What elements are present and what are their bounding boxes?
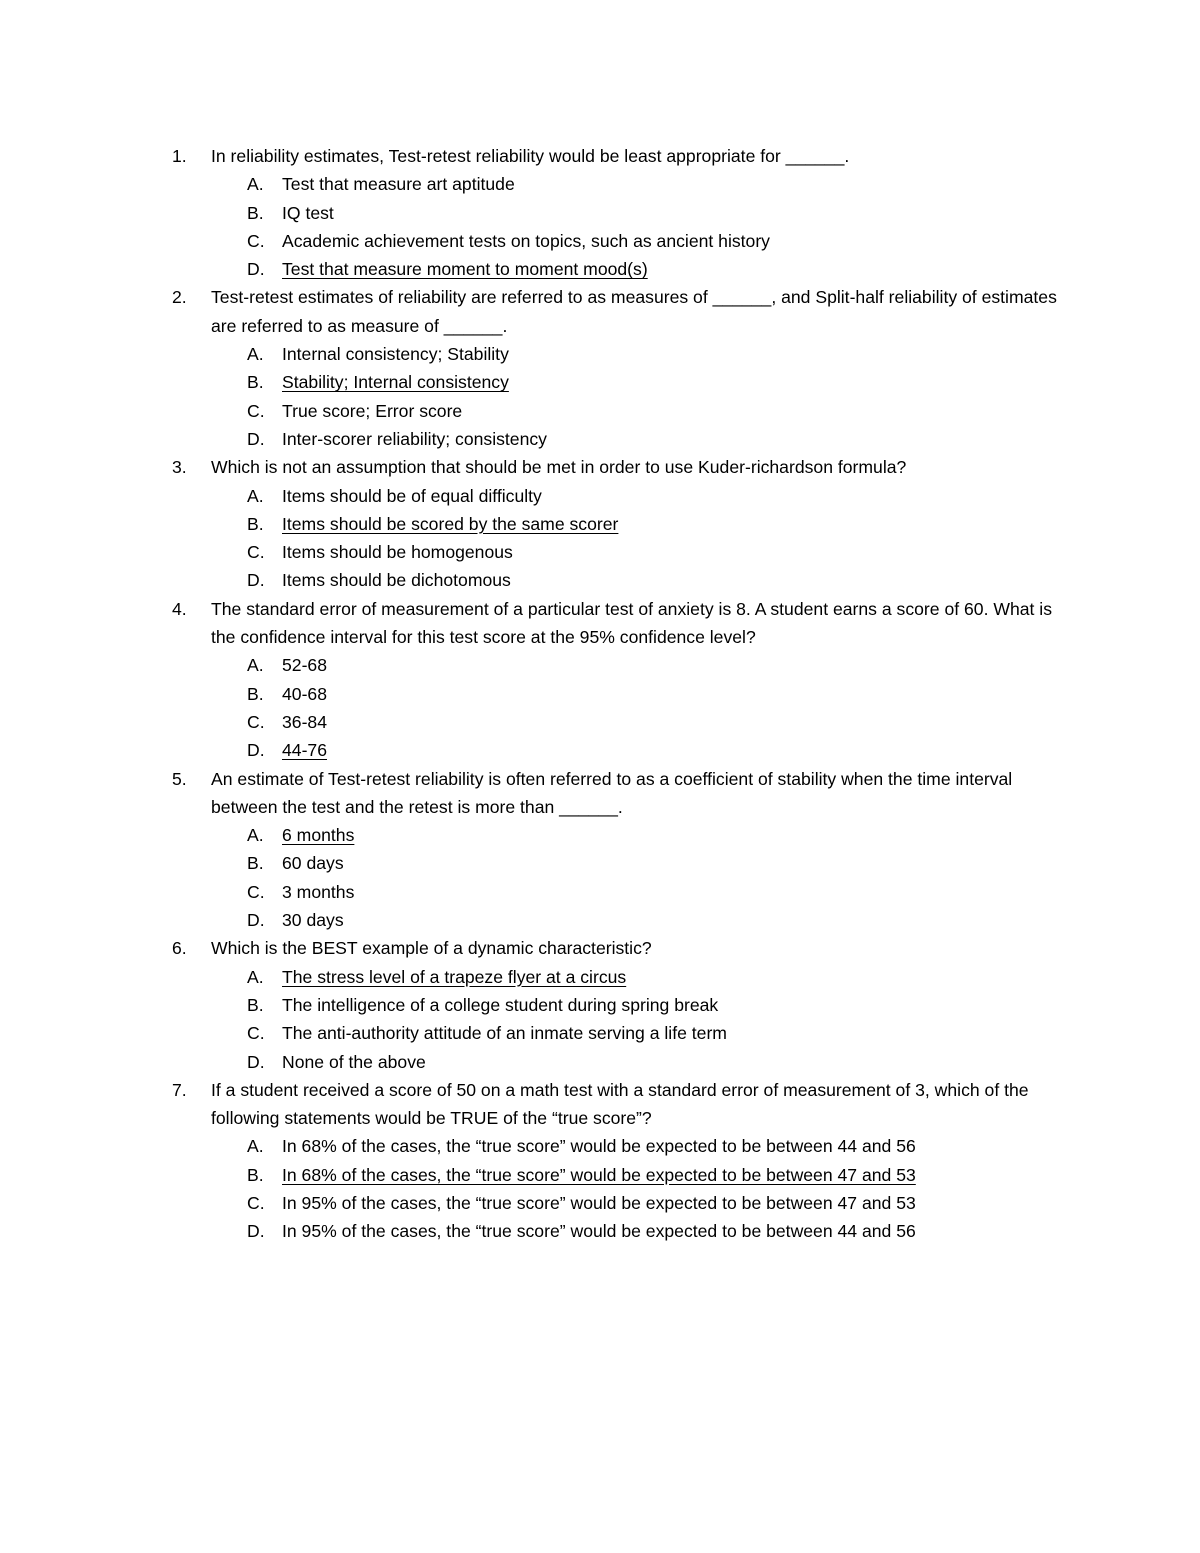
answer-option bbox=[0, 1217, 1200, 1245]
option-text-underlined: Items should be scored by the same scorer bbox=[282, 513, 619, 534]
question-number: 6. bbox=[172, 938, 187, 959]
option-letter: C. bbox=[247, 400, 265, 421]
question-text: Which is not an assumption that should be met in order to use Kuder-richardson formula? bbox=[211, 457, 907, 478]
answer-option bbox=[0, 906, 1200, 934]
option-text: None of the above bbox=[282, 1051, 426, 1072]
answer-option bbox=[0, 227, 1200, 255]
answer-option bbox=[0, 1132, 1200, 1160]
question-item bbox=[0, 283, 1200, 340]
option-letter: C. bbox=[247, 711, 265, 732]
option-text: 30 days bbox=[282, 910, 344, 931]
answer-option bbox=[0, 849, 1200, 877]
option-letter: B. bbox=[247, 994, 264, 1015]
answer-option bbox=[0, 708, 1200, 736]
option-text: The anti-authority attitude of an inmate serving a life term bbox=[282, 1023, 727, 1044]
option-letter: A. bbox=[247, 655, 264, 676]
option-text: In 95% of the cases, the “true score” would be expected to be between 44 and 56 bbox=[282, 1221, 916, 1242]
option-text: In 68% of the cases, the “true score” would be expected to be between 44 and 56 bbox=[282, 1136, 916, 1157]
option-text-underlined: 6 months bbox=[282, 825, 355, 846]
question-number: 3. bbox=[172, 457, 187, 478]
option-text: Items should be dichotomous bbox=[282, 570, 511, 591]
answer-options bbox=[0, 340, 1200, 453]
option-letter: D. bbox=[247, 428, 265, 449]
answer-option bbox=[0, 566, 1200, 594]
question-item bbox=[0, 453, 1200, 481]
option-text: Test that measure art aptitude bbox=[282, 174, 515, 195]
answer-option bbox=[0, 170, 1200, 198]
option-text: 52-68 bbox=[282, 655, 327, 676]
question-text: The standard error of measurement of a particular test of anxiety is 8. A student earns a score of 60. What is the confidence interval for this test score at the 95% confidence level? bbox=[211, 598, 1053, 648]
answer-option bbox=[0, 651, 1200, 679]
option-text: In 95% of the cases, the “true score” would be expected to be between 47 and 53 bbox=[282, 1192, 916, 1213]
option-letter: B. bbox=[247, 853, 264, 874]
question-text: In reliability estimates, Test-retest reliability would be least appropriate for ______. bbox=[211, 146, 850, 166]
option-letter: B. bbox=[247, 1164, 264, 1185]
option-text: IQ test bbox=[282, 202, 334, 223]
answer-options bbox=[0, 651, 1200, 764]
answer-option bbox=[0, 1019, 1200, 1047]
option-letter: C. bbox=[247, 230, 265, 251]
option-text: True score; Error score bbox=[282, 400, 463, 421]
option-letter: B. bbox=[247, 372, 264, 393]
option-letter: A. bbox=[247, 344, 264, 365]
option-letter: B. bbox=[247, 683, 264, 704]
answer-option bbox=[0, 1161, 1200, 1189]
answer-option bbox=[0, 1048, 1200, 1076]
option-letter: C. bbox=[247, 1023, 265, 1044]
option-letter: C. bbox=[247, 881, 265, 902]
answer-option bbox=[0, 878, 1200, 906]
question-text: If a student received a score of 50 on a math test with a standard error of measurement of 3, which of the following statements would be TRUE of the “true score”? bbox=[211, 1079, 1029, 1129]
option-text-underlined: Stability; Internal consistency bbox=[282, 372, 509, 393]
option-letter: D. bbox=[247, 910, 265, 931]
quiz-page bbox=[0, 142, 1200, 1246]
question-text: Which is the BEST example of a dynamic characteristic? bbox=[211, 938, 652, 959]
option-letter: B. bbox=[247, 202, 264, 223]
answer-option bbox=[0, 1189, 1200, 1217]
question-item bbox=[0, 934, 1200, 962]
answer-option bbox=[0, 680, 1200, 708]
option-text: Items should be homogenous bbox=[282, 542, 513, 563]
option-text: Items should be of equal difficulty bbox=[282, 485, 542, 506]
answer-options bbox=[0, 963, 1200, 1076]
option-letter: D. bbox=[247, 740, 265, 761]
option-letter: B. bbox=[247, 513, 264, 534]
option-letter: A. bbox=[247, 485, 264, 506]
option-text: The intelligence of a college student during spring break bbox=[282, 994, 719, 1015]
answer-option bbox=[0, 397, 1200, 425]
option-letter: C. bbox=[247, 1192, 265, 1213]
option-text: 36-84 bbox=[282, 711, 327, 732]
answer-options bbox=[0, 482, 1200, 595]
option-text: 40-68 bbox=[282, 683, 327, 704]
answer-option bbox=[0, 736, 1200, 764]
option-letter: D. bbox=[247, 259, 265, 280]
question-item bbox=[0, 595, 1200, 652]
answer-option bbox=[0, 340, 1200, 368]
question-text: Test-retest estimates of reliability are referred to as measures of ______, and Split-half reliability of estimates are referred to as measure of ______. bbox=[211, 287, 1057, 336]
question-number: 7. bbox=[172, 1079, 187, 1100]
option-letter: D. bbox=[247, 1221, 265, 1242]
answer-option bbox=[0, 991, 1200, 1019]
question-item bbox=[0, 142, 1200, 170]
option-letter: A. bbox=[247, 825, 264, 846]
answer-option bbox=[0, 963, 1200, 991]
answer-option bbox=[0, 510, 1200, 538]
question-number: 5. bbox=[172, 768, 187, 789]
answer-option bbox=[0, 482, 1200, 510]
option-text: 60 days bbox=[282, 853, 344, 874]
option-text-underlined: The stress level of a trapeze flyer at a circus bbox=[282, 966, 627, 987]
answer-option bbox=[0, 199, 1200, 227]
option-text: 3 months bbox=[282, 881, 355, 902]
question-text: An estimate of Test-retest reliability is often referred to as a coefficient of stability when the time interval between the test and the retest is more than ______. bbox=[211, 768, 1013, 817]
option-letter: D. bbox=[247, 1051, 265, 1072]
answer-options bbox=[0, 170, 1200, 283]
option-text-underlined: In 68% of the cases, the “true score” would be expected to be between 47 and 53 bbox=[282, 1164, 916, 1185]
option-text-underlined: 44-76 bbox=[282, 740, 327, 761]
answer-option bbox=[0, 368, 1200, 396]
option-text-underlined: Test that measure moment to moment mood(s) bbox=[282, 259, 648, 280]
option-text: Inter-scorer reliability; consistency bbox=[282, 428, 547, 449]
option-text: Internal consistency; Stability bbox=[282, 344, 509, 365]
option-letter: D. bbox=[247, 570, 265, 591]
question-item bbox=[0, 765, 1200, 822]
option-letter: A. bbox=[247, 966, 264, 987]
answer-option bbox=[0, 255, 1200, 283]
question-number: 4. bbox=[172, 598, 187, 619]
option-text: Academic achievement tests on topics, such as ancient history bbox=[282, 230, 770, 251]
answer-option bbox=[0, 821, 1200, 849]
question-number: 1. bbox=[172, 146, 187, 166]
option-letter: C. bbox=[247, 542, 265, 563]
question-number: 2. bbox=[172, 287, 187, 308]
answer-option bbox=[0, 538, 1200, 566]
option-letter: A. bbox=[247, 1136, 264, 1157]
answer-option bbox=[0, 425, 1200, 453]
answer-options bbox=[0, 821, 1200, 934]
option-letter: A. bbox=[247, 174, 264, 195]
question-item bbox=[0, 1076, 1200, 1133]
answer-options bbox=[0, 1132, 1200, 1245]
